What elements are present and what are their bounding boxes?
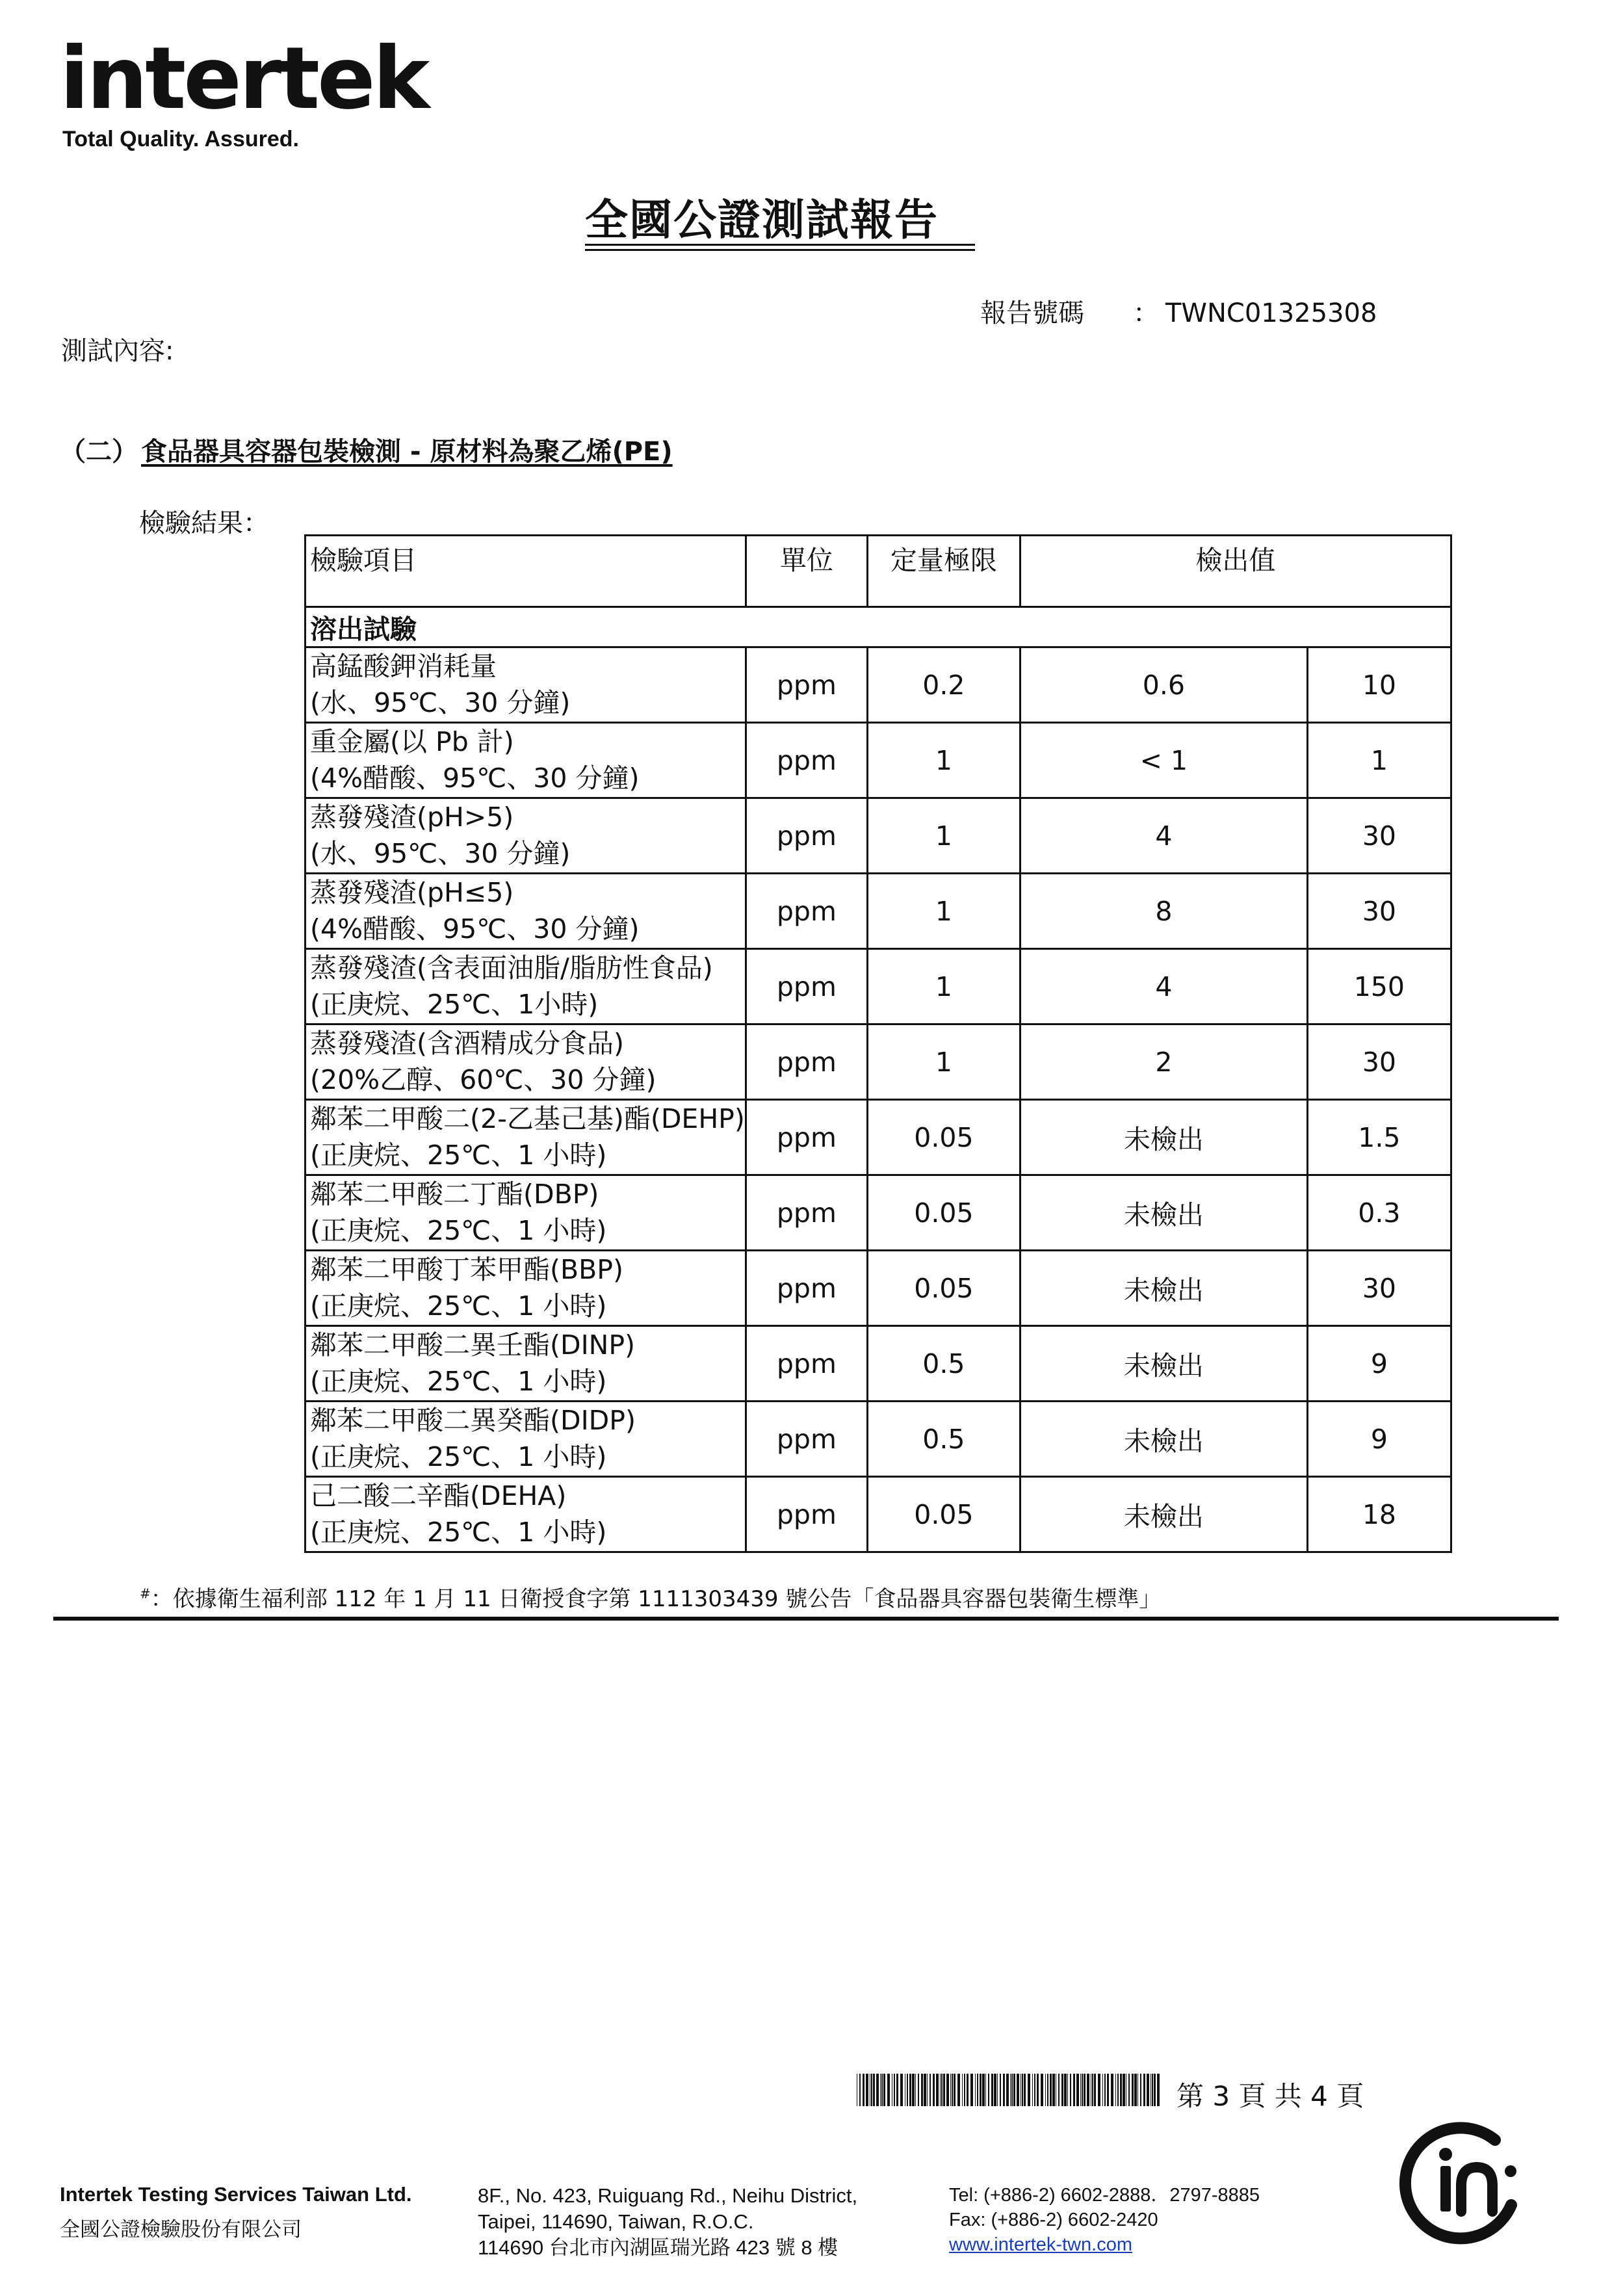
cell-result: < 1 xyxy=(1020,723,1307,798)
intertek-logo xyxy=(60,29,428,152)
intertek-circle-logo-icon xyxy=(1398,2120,1528,2250)
cell-standard: 30 xyxy=(1307,1251,1451,1326)
cell-item xyxy=(306,949,746,1024)
table-row xyxy=(306,1100,1451,1175)
cell-standard: 30 xyxy=(1307,874,1451,949)
address-line-3: 114690 台北市內湖區瑞光路 423 號 8 樓 xyxy=(478,2236,838,2259)
item-name: 蒸發殘渣(pH>5) xyxy=(310,802,514,833)
table-row xyxy=(306,1326,1451,1402)
cell-result: 4 xyxy=(1020,798,1307,874)
cell-item xyxy=(306,1326,746,1402)
table-section-row xyxy=(306,607,1451,647)
item-name: 蒸發殘渣(pH≤5) xyxy=(310,877,514,908)
cell-unit: ppm xyxy=(746,1175,867,1251)
cell-limit: 1 xyxy=(867,798,1020,874)
cell-item xyxy=(306,1100,746,1175)
cell-result: 4 xyxy=(1020,949,1307,1024)
footnote-mark: # xyxy=(140,1585,151,1602)
cell-limit: 1 xyxy=(867,1024,1020,1100)
cell-item xyxy=(306,874,746,949)
cell-limit: 1 xyxy=(867,949,1020,1024)
cell-standard: 9 xyxy=(1307,1326,1451,1402)
logo-tagline: Total Quality. Assured. xyxy=(62,127,299,151)
header-limit: 定量極限 xyxy=(867,536,1020,607)
table-row xyxy=(306,723,1451,798)
company-name-en: Intertek Testing Services Taiwan Ltd. xyxy=(60,2183,412,2206)
table-row xyxy=(306,1251,1451,1326)
cell-limit: 0.5 xyxy=(867,1326,1020,1402)
cell-unit: ppm xyxy=(746,723,867,798)
footer-address xyxy=(478,2183,857,2261)
cell-limit: 0.2 xyxy=(867,647,1020,723)
cell-standard: 30 xyxy=(1307,798,1451,874)
cell-item xyxy=(306,798,746,874)
report-number-line xyxy=(980,293,1377,330)
table-row xyxy=(306,1024,1451,1100)
item-condition: (20%乙醇、60℃、30 分鐘) xyxy=(310,1064,656,1095)
header-item: 檢驗項目 xyxy=(306,536,746,607)
section-title: 食品器具容器包裝檢測 - 原材料為聚乙烯(PE) xyxy=(141,437,673,467)
cell-item xyxy=(306,1477,746,1552)
section-number: （二） xyxy=(60,437,138,467)
cell-result: 未檢出 xyxy=(1020,1326,1307,1402)
cell-standard: 18 xyxy=(1307,1477,1451,1552)
cell-standard: 1.5 xyxy=(1307,1100,1451,1175)
cell-standard: 150 xyxy=(1307,949,1451,1024)
fax-line: Fax: (+886-2) 6602-2420 xyxy=(949,2210,1158,2230)
cell-unit: ppm xyxy=(746,874,867,949)
title-underline-bottom xyxy=(585,249,975,251)
results-label: 檢驗結果： xyxy=(139,508,269,538)
cell-unit: ppm xyxy=(746,1251,867,1326)
item-condition: (正庚烷、25℃、1小時) xyxy=(310,989,599,1020)
table-row xyxy=(306,874,1451,949)
cell-unit: ppm xyxy=(746,798,867,874)
cell-unit: ppm xyxy=(746,1477,867,1552)
cell-unit: ppm xyxy=(746,1326,867,1402)
item-condition: (正庚烷、25℃、1 小時) xyxy=(310,1366,607,1397)
cell-item xyxy=(306,1024,746,1100)
table-row xyxy=(306,1175,1451,1251)
section-row-label: 溶出試驗 xyxy=(306,607,1451,647)
cell-result: 8 xyxy=(1020,874,1307,949)
report-title: 全國公證測試報告 xyxy=(585,195,939,245)
item-condition: (水、95℃、30 分鐘) xyxy=(310,838,571,869)
cell-standard: 0.3 xyxy=(1307,1175,1451,1251)
title-underline-top xyxy=(585,244,975,246)
table-row xyxy=(306,798,1451,874)
item-name: 鄰苯二甲酸丁苯甲酯(BBP) xyxy=(310,1254,623,1285)
item-name: 鄰苯二甲酸二異癸酯(DIDP) xyxy=(310,1405,636,1436)
header-unit: 單位 xyxy=(746,536,867,607)
footnote xyxy=(140,1581,1161,1613)
item-name: 重金屬(以 Pb 計) xyxy=(310,726,514,757)
cell-limit: 0.05 xyxy=(867,1175,1020,1251)
item-condition: (正庚烷、25℃、1 小時) xyxy=(310,1517,607,1548)
table-row xyxy=(306,949,1451,1024)
table-row xyxy=(306,647,1451,723)
table-header-row xyxy=(306,536,1451,607)
item-condition: (水、95℃、30 分鐘) xyxy=(310,687,571,718)
cell-limit: 0.05 xyxy=(867,1251,1020,1326)
company-name-zh: 全國公證檢驗股份有限公司 xyxy=(60,2218,302,2241)
header-result: 檢出值 xyxy=(1020,536,1451,607)
item-condition: (正庚烷、25℃、1 小時) xyxy=(310,1290,607,1322)
page-info: 第 3 頁 共 4 頁 xyxy=(1176,2080,1364,2112)
cell-limit: 1 xyxy=(867,723,1020,798)
cell-standard: 1 xyxy=(1307,723,1451,798)
cell-result: 0.6 xyxy=(1020,647,1307,723)
cell-item xyxy=(306,1402,746,1477)
item-name: 蒸發殘渣(含表面油脂/脂肪性食品) xyxy=(310,952,713,984)
table-row xyxy=(306,1402,1451,1477)
website-link[interactable]: www.intertek-twn.com xyxy=(949,2234,1133,2255)
cell-limit: 0.05 xyxy=(867,1100,1020,1175)
cell-unit: ppm xyxy=(746,1100,867,1175)
item-name: 高錳酸鉀消耗量 xyxy=(310,651,497,682)
section-heading xyxy=(60,431,673,468)
logo-wordmark: intertek xyxy=(60,29,428,129)
item-condition: (4%醋酸、95℃、30 分鐘) xyxy=(310,763,640,794)
cell-result: 未檢出 xyxy=(1020,1175,1307,1251)
item-condition: (正庚烷、25℃、1 小時) xyxy=(310,1441,607,1472)
address-line-1: 8F., No. 423, Ruiguang Rd., Neihu District, xyxy=(478,2184,858,2207)
item-condition: (4%醋酸、95℃、30 分鐘) xyxy=(310,913,640,945)
cell-limit: 0.5 xyxy=(867,1402,1020,1477)
cell-result: 未檢出 xyxy=(1020,1477,1307,1552)
footer-company xyxy=(60,2183,412,2242)
cell-result: 2 xyxy=(1020,1024,1307,1100)
cell-standard: 30 xyxy=(1307,1024,1451,1100)
table-row xyxy=(306,1477,1451,1552)
cell-limit: 0.05 xyxy=(867,1477,1020,1552)
cell-standard: 9 xyxy=(1307,1402,1451,1477)
cell-item xyxy=(306,647,746,723)
report-number-colon: ： xyxy=(1133,298,1159,328)
address-line-2: Taipei, 114690, Taiwan, R.O.C. xyxy=(478,2210,754,2233)
report-number-value: TWNC01325308 xyxy=(1165,298,1377,328)
cell-unit: ppm xyxy=(746,647,867,723)
item-name: 鄰苯二甲酸二(2-乙基己基)酯(DEHP) xyxy=(310,1103,745,1134)
item-name: 鄰苯二甲酸二丁酯(DBP) xyxy=(310,1179,599,1210)
cell-result: 未檢出 xyxy=(1020,1402,1307,1477)
test-content-label: 測試內容: xyxy=(61,336,174,366)
cell-result: 未檢出 xyxy=(1020,1100,1307,1175)
report-number-label: 報告號碼 xyxy=(980,298,1084,328)
cell-unit: ppm xyxy=(746,949,867,1024)
item-condition: (正庚烷、25℃、1 小時) xyxy=(310,1140,607,1171)
footnote-text: ：依據衛生福利部 112 年 1 月 11 日衛授食字第 1111303439 號公告「食品器具容器包裝衛生標準」 xyxy=(150,1586,1162,1612)
cell-limit: 1 xyxy=(867,874,1020,949)
cell-item xyxy=(306,1251,746,1326)
cell-item xyxy=(306,1175,746,1251)
footer-contact xyxy=(949,2183,1260,2257)
tel-line: Tel: (+886-2) 6602-2888．2797-8885 xyxy=(949,2185,1260,2206)
cell-result: 未檢出 xyxy=(1020,1251,1307,1326)
cell-unit: ppm xyxy=(746,1024,867,1100)
results-table xyxy=(304,534,1452,1553)
item-name: 己二酸二辛酯(DEHA) xyxy=(310,1480,567,1511)
item-condition: (正庚烷、25℃、1 小時) xyxy=(310,1215,607,1246)
cell-unit: ppm xyxy=(746,1402,867,1477)
divider-rule xyxy=(53,1617,1559,1621)
item-name: 蒸發殘渣(含酒精成分食品) xyxy=(310,1028,624,1059)
cell-item xyxy=(306,723,746,798)
barcode-image xyxy=(857,2074,1162,2106)
item-name: 鄰苯二甲酸二異壬酯(DINP) xyxy=(310,1329,636,1361)
cell-standard: 10 xyxy=(1307,647,1451,723)
